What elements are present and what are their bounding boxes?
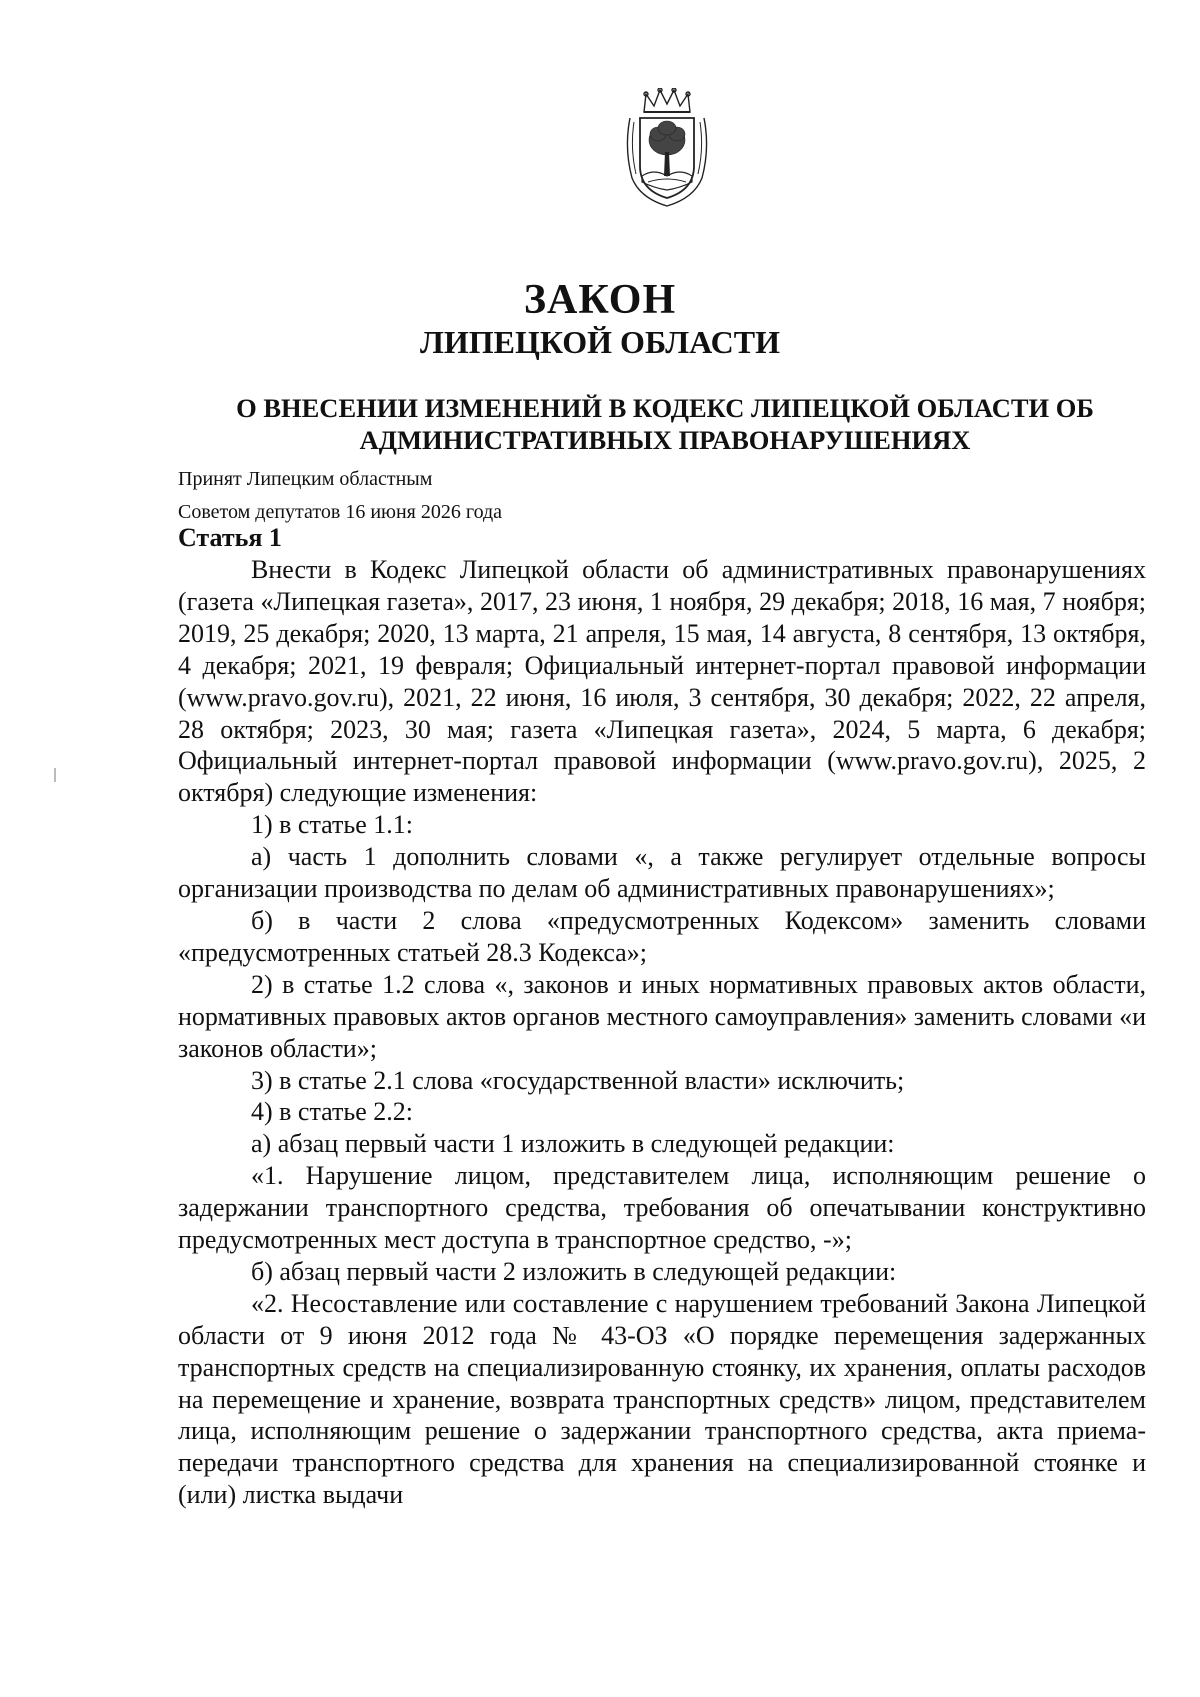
paragraph-item-4: 4) в статье 2.2: [251,1097,414,1127]
adoption-line-2: Советом депутатов 16 июня 2026 года [178,501,503,523]
document-title: ЗАКОН [523,277,677,323]
paragraph-quote-1: «1. Нарушение лицом, представителем лица, исполняющим решение о задержании транспортного средства, требования об опечатывании конструктивно предусмотренных мест доступа в транспортное средство, -»; [178,1161,1146,1255]
paragraph-quote-2: «2. Несоставление или составление с нарушением требований Закона Липецкой области от 9 июня 2012 года № 43-ОЗ «О порядке перемещения задержанных транспортных средств на специализированную стоянку, их хранения, оплаты расходов на перемещение и хранение, возврата транспортных средств» лицом, представителем лица, исполняющим решение о задержании транспортного средства, акта приема-передачи транспортного средства для хранения на специализированной стоянке и (или) листка выдачи [178,1288,1146,1510]
paragraph-item-1: 1) в статье 1.1: [251,810,414,840]
coat-of-arms-emblem [622,88,712,208]
article-heading: Статья 1 [178,523,282,552]
article-body [178,554,1146,1511]
paragraph-item-1b: б) в части 2 слова «предусмотренных Кодексом» заменить словами «предусмотренных статьей 28.3 Кодекса»; [178,905,1146,967]
law-subject-heading: О ВНЕСЕНИИ ИЗМЕНЕНИЙ В КОДЕКС ЛИПЕЦКОЙ ОБЛАСТИ ОБ АДМИНИСТРАТИВНЫХ ПРАВОНАРУШЕНИЯХ [236,393,1094,455]
document-issuer: ЛИПЕЦКОЙ ОБЛАСТИ [420,324,780,360]
paragraph-item-2: 2) в статье 1.2 слова «, законов и иных нормативных правовых актов области, нормативных правовых актов органов местного самоуправления» заменить словами «и законов области»; [178,969,1146,1063]
paragraph-item-3: 3) в статье 2.1 слова «государственной власти» исключить; [251,1065,905,1095]
adoption-line-1: Принят Липецким областным [178,468,433,490]
paragraph-item-1a: а) часть 1 дополнить словами «, а также регулирует отдельные вопросы организации производства по делам об административных правонарушениях»; [178,842,1146,904]
adoption-note [178,463,502,529]
paragraph-item-4a: а) абзац первый части 1 изложить в следующей редакции: [251,1129,895,1159]
scan-artifact [54,768,56,782]
paragraph-intro: Внести в Кодекс Липецкой области об административных правонарушениях (газета «Липецкая газета», 2017, 23 июня, 1 ноября, 29 декабря; 2018, 16 мая, 7 ноября; 2019, 25 декабря; 2020, 13 марта, 21 апреля, 15 мая, 14 августа, 8 сентября, 13 октября, 4 декабря; 2021, 19 февраля; Официальный интернет-портал правовой информации (www.pravo.gov.ru), 2021, 22 июня, 16 июля, 3 сентября, 30 декабря; 2022, 22 апреля, 28 октября; 2023, 30 мая; газета «Липецкая газета», 2024, 5 марта, 6 декабря; Официальный интернет-портал правовой информации (www.pravo.gov.ru), 2025, 2 октября) следующие изменения: [178,555,1146,808]
paragraph-item-4b: б) абзац первый части 2 изложить в следующей редакции: [251,1256,897,1286]
